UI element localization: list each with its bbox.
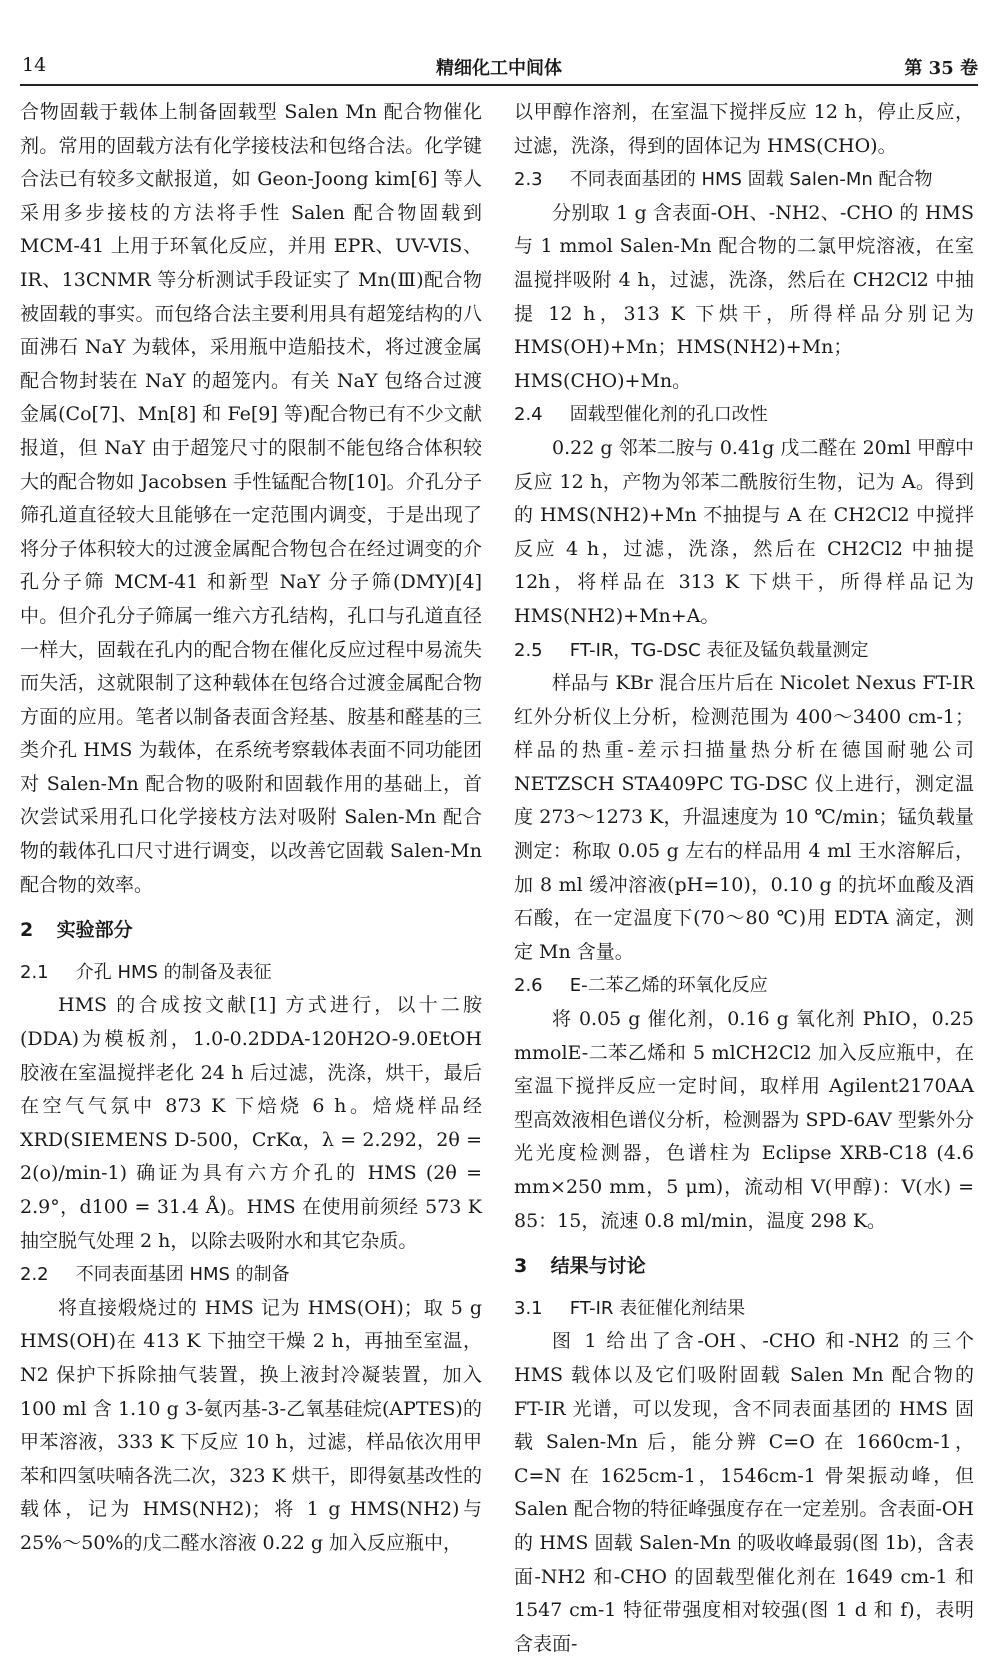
section-2-5-heading	[514, 634, 974, 668]
intro-paragraph: 合物固载于载体上制备固载型 Salen Mn 配合物催化剂。常用的固载方法有化学接枝法和包络合法。化学键合法已有较多文献报道，如 Geon-Joong kim[6] 等人采用多步接枝的方法将手性 Salen 配合物固载到 MCM-41 上用于环氧化反应，并用 EPR、UV-VIS、IR、13CNMR 等分析测试手段证实了 Mn(Ⅲ)配合物被固载的事实。而包络合法主要利用具有超笼结构的八面沸石 NaY 为载体，采用瓶中造船技术，将过渡金属配合物封装在 NaY 的超笼内。有关 NaY 包络合过渡金属(Co[7]、Mn[8] 和 Fe[9] 等)配合物已有不少文献报道，但 NaY 由于超笼尺寸的限制不能包络合体积较大的配合物如 Jacobsen 手性锰配合物[10]。介孔分子筛孔道直径较大且能够在一定范围内调变，于是出现了将分子体积较大的过渡金属配合物包合在经过调变的介孔分子筛 MCM-41 和新型 NaY 分子筛(DMY)[4] 中。但介孔分子筛属一维六方孔结构，孔口与孔道直径一样大，固载在孔内的配合物在催化反应过程中易流失而失活，这就限制了这种载体在包络合过渡金属配合物方面的应用。笔者以制备表面含羟基、胺基和醛基的三类介孔 HMS 为载体，在系统考察载体表面不同功能团对 Salen-Mn 配合物的吸附和固载作用的基础上，首次尝试采用孔口化学接枝方法对吸附 Salen-Mn 配合物的载体孔口尺寸进行调变，以改善它固载 Salen-Mn 配合物的效率。	[20, 101, 482, 896]
section-2-6-heading	[514, 969, 974, 1003]
section-2-4-heading	[514, 398, 974, 432]
page-number: 14	[22, 54, 47, 76]
right-column	[514, 96, 974, 1661]
section-2-2-heading	[20, 1258, 482, 1292]
section-title: FT-IR 表征催化剂结果	[569, 1297, 746, 1319]
paragraph-2-5: 样品与 KBr 混合压片后在 Nicolet Nexus FT-IR 红外分析仪上分析，检测范围为 400～3400 cm-1；样品的热重-差示扫描量热分析在德国耐驰公司 NETZSCH STA409PC TG-DSC 仪上进行，测定温度 273～1273 K，升温速度为 10 ℃/min；锰负载量测定：称取 0.05 g 左右的样品用 4 ml 王水溶解后，加 8 ml 缓冲溶液(pH=10)，0.10 g 的抗坏血酸及酒石酸，在一定温度下(70～80 ℃)用 EDTA 滴定，测定 Mn 含量。	[514, 672, 974, 963]
paragraph-2-6: 将 0.05 g 催化剂，0.16 g 氧化剂 PhIO，0.25 mmolE-二苯乙烯和 5 mlCH2Cl2 加入反应瓶中，在室温下搅拌反应一定时间，取样用 Agilent2170AA 型高效液相色谱仪分析，检测器为 SPD-6AV 型紫外分光光度检测器，色谱柱为 Eclipse XRB-C18 (4.6 mm×250 mm，5 μm)，流动相 V(甲醇)：V(水) = 85：15，流速 0.8 ml/min，温度 298 K。	[514, 1008, 974, 1232]
section-number: 3.1	[514, 1297, 543, 1319]
section-title: 结果与讨论	[550, 1255, 646, 1278]
section-title: E-二苯乙烯的环氧化反应	[569, 975, 768, 997]
section-title: 固载型催化剂的孔口改性	[569, 404, 768, 426]
section-3-1-heading	[514, 1292, 974, 1326]
page-header	[20, 52, 978, 82]
section-number: 2.2	[20, 1264, 49, 1286]
section-number: 2.3	[514, 169, 543, 191]
section-number: 2.4	[514, 404, 543, 426]
section-title: FT-IR，TG-DSC 表征及锰负载量测定	[569, 639, 869, 661]
paragraph-2-4: 0.22 g 邻苯二胺与 0.41g 戊二醛在 20ml 甲醇中反应 12 h，产物为邻苯二酰胺衍生物，记为 A。得到的 HMS(NH2)+Mn 不抽提与 A 在 CH2Cl2 中搅拌反应 4 h，过滤，洗涤，然后在 CH2Cl2 中抽提 12h，将样品在 313 K 下烘干，所得样品记为 HMS(NH2)+Mn+A。	[514, 436, 974, 627]
paragraph-3-1: 图 1 给出了含-OH、-CHO 和-NH2 的三个 HMS 载体以及它们吸附固载 Salen Mn 配合物的 FT-IR 光谱，可以发现，含不同表面基团的 HMS 固载 Salen-Mn 后，能分辨 C=O 在 1660cm-1，C=N 在 1625cm-1，1546cm-1 骨架振动峰，但 Salen 配合物的特征峰强度存在一定差别。含表面-OH 的 HMS 固载 Salen-Mn 的吸收峰最弱(图 1b)，含表面-NH2 和-CHO 的固载型催化剂在 1649 cm-1 和 1547 cm-1 特征带强度相对较强(图 1 d 和 f)，表明含表面-	[514, 1330, 974, 1655]
paragraph-2-1: HMS 的合成按文献[1] 方式进行，以十二胺(DDA)为模板剂，1.0-0.2DDA-120H2O-9.0EtOH 胶液在室温搅拌老化 24 h 后过滤，洗涤，烘干，最后在空气气氛中 873 K 下焙烧 6 h。焙烧样品经 XRD(SIEMENS D-500，CrKα，λ = 2.292，2θ = 2(o)/min-1) 确证为具有六方介孔的 HMS (2θ = 2.9°，d100 = 31.4 Å)。HMS 在使用前须经 573 K 抽空脱气处理 2 h，以除去吸附水和其它杂质。	[20, 994, 482, 1252]
header-rule	[20, 84, 978, 86]
section-2-3-heading	[514, 163, 974, 197]
section-2-1-heading	[20, 956, 482, 990]
section-title: 不同表面基团的 HMS 固载 Salen-Mn 配合物	[569, 169, 933, 191]
section-3-heading	[514, 1250, 974, 1284]
section-2-heading	[20, 914, 482, 948]
section-title: 介孔 HMS 的制备及表征	[75, 961, 272, 983]
continued-paragraph: 以甲醇作溶剂，在室温下搅拌反应 12 h，停止反应，过滤，洗涤，得到的固体记为 HMS(CHO)。	[514, 101, 974, 157]
section-number: 2.6	[514, 975, 543, 997]
left-column	[20, 96, 482, 1561]
volume-label: 第 35 卷	[904, 58, 978, 79]
section-number: 3	[514, 1255, 528, 1278]
paragraph-2-3: 分别取 1 g 含表面-OH、-NH2、-CHO 的 HMS 与 1 mmol Salen-Mn 配合物的二氯甲烷溶液，在室温搅拌吸附 4 h，过滤，洗涤，然后在 CH2Cl2 中抽提 12 h，313 K 下烘干，所得样品分别记为 HMS(OH)+Mn；HMS(NH2)+Mn；HMS(CHO)+Mn。	[514, 201, 974, 392]
section-number: 2	[20, 919, 34, 942]
section-title: 不同表面基团 HMS 的制备	[75, 1264, 290, 1286]
section-title: 实验部分	[56, 919, 133, 942]
paragraph-2-2: 将直接煅烧过的 HMS 记为 HMS(OH)；取 5 g HMS(OH)在 413 K 下抽空干燥 2 h，再抽至室温，N2 保护下拆除抽气装置，换上液封冷凝装置，加入 100 ml 含 1.10 g 3-氨丙基-3-乙氧基硅烷(APTES)的甲苯溶液，333 K 下反应 10 h，过滤，样品依次用甲苯和四氢呋喃各洗二次，323 K 烘干，即得氨基改性的载体，记为 HMS(NH2)；将 1 g HMS(NH2)与 25%～50%的戊二醛水溶液 0.22 g 加入反应瓶中，	[20, 1296, 482, 1554]
section-number: 2.1	[20, 961, 49, 983]
section-number: 2.5	[514, 639, 543, 661]
journal-title: 精细化工中间体	[436, 58, 562, 79]
